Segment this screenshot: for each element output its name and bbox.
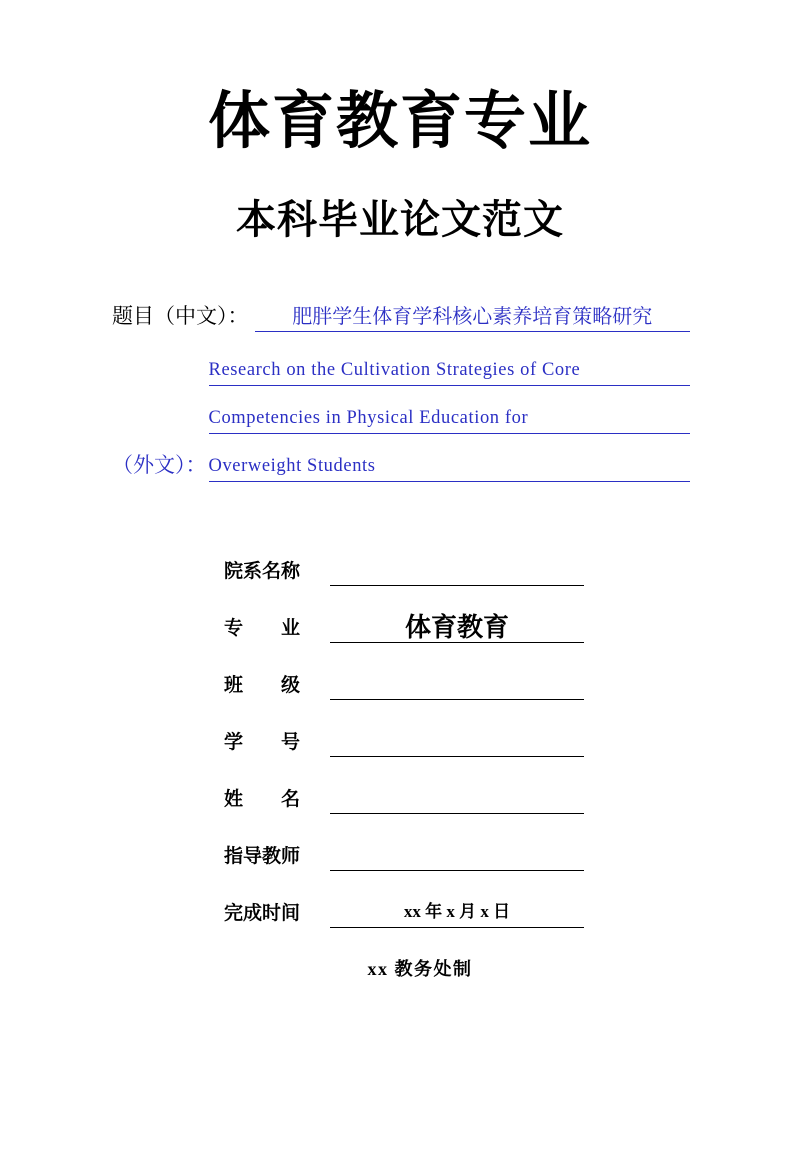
field-completion-date-value[interactable]: xx 年 x 月 x 日 — [330, 899, 584, 928]
field-department — [224, 556, 584, 586]
field-class-value[interactable] — [330, 671, 584, 700]
topic-value-english-line-1[interactable]: Research on the Cultivation Strategies of Core — [209, 360, 691, 386]
field-class — [224, 670, 584, 700]
field-student-id — [224, 727, 584, 757]
field-advisor-label: 指导教师 — [224, 846, 301, 868]
field-department-label: 院系名称 — [224, 561, 301, 583]
topic-label-english: （外文）： — [112, 453, 207, 478]
document-page — [0, 88, 800, 1155]
field-advisor — [224, 841, 584, 871]
topic-value-english-line-2[interactable]: Competencies in Physical Education for — [209, 408, 691, 434]
page-title-sub: 本科毕业论文范文 — [236, 198, 564, 243]
topic-row-english — [112, 360, 690, 482]
topic-value-chinese[interactable]: 肥胖学生体育学科核心素养培育策略研究 — [255, 300, 691, 332]
topic-label-chinese: 题目（中文）： — [112, 304, 249, 329]
field-major — [224, 613, 584, 643]
field-completion-date — [224, 898, 584, 928]
field-major-value[interactable]: 体育教育 — [330, 614, 584, 643]
field-name-value[interactable] — [330, 785, 584, 814]
field-class-label: 班 级 — [224, 675, 301, 697]
field-advisor-value[interactable] — [330, 842, 584, 871]
field-major-label: 专 业 — [224, 618, 301, 640]
topic-value-english — [209, 360, 691, 482]
field-student-id-value[interactable] — [330, 728, 584, 757]
field-department-value[interactable] — [330, 557, 584, 586]
field-name-label: 姓 名 — [224, 789, 301, 811]
field-completion-date-label: 完成时间 — [224, 903, 301, 925]
page-title-main: 体育教育专业 — [207, 87, 592, 156]
topic-block — [0, 300, 800, 482]
topic-value-english-line-3[interactable]: Overweight Students — [209, 456, 691, 482]
topic-row-chinese — [112, 300, 690, 332]
footer-issuer: xx 教务处制 — [367, 959, 473, 980]
field-name — [224, 784, 584, 814]
field-student-id-label: 学 号 — [224, 732, 301, 754]
info-table — [224, 556, 584, 928]
